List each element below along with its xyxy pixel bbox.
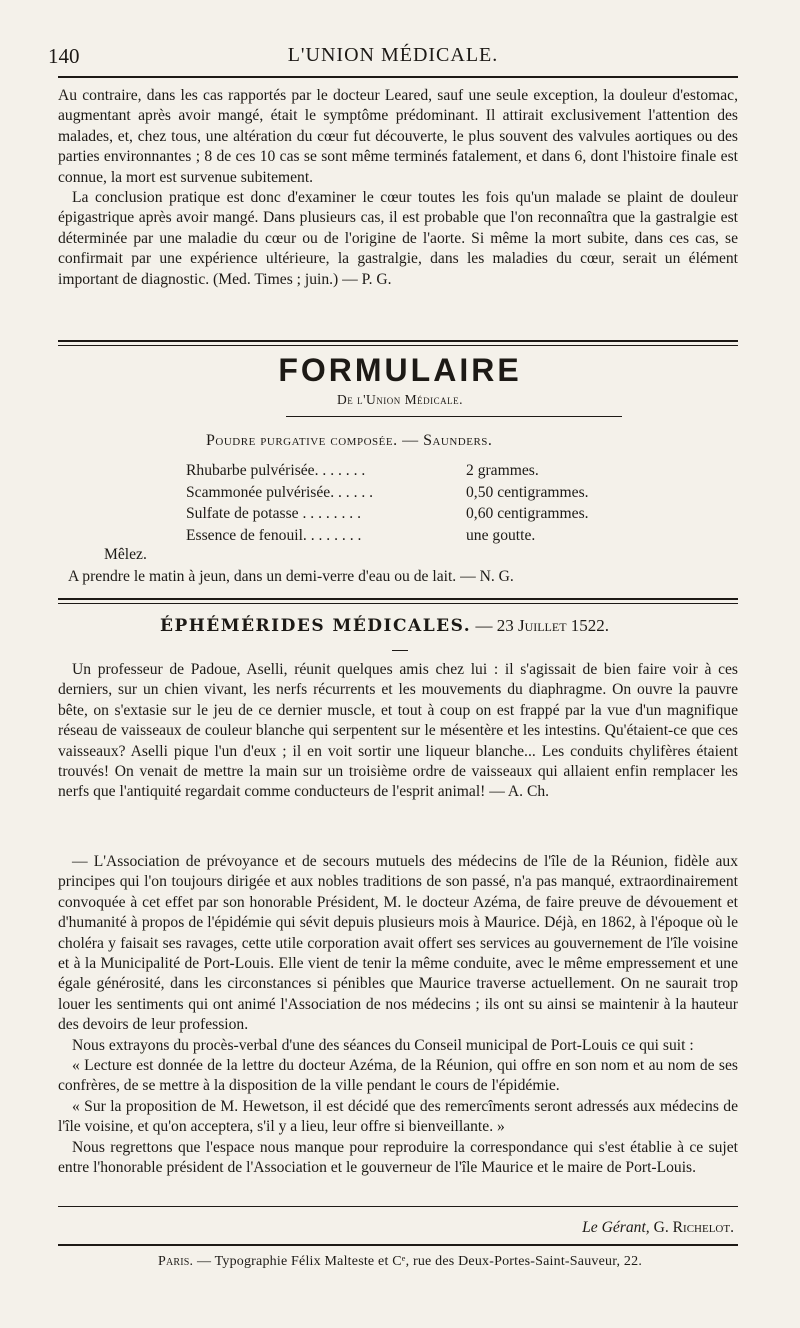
news-section xyxy=(58,852,738,1179)
ingredient-amount: 2 grammes. xyxy=(466,462,539,479)
signature-label: Le Gérant, xyxy=(582,1219,650,1236)
recipe-title: Poudre purgative composée. — Saunders. xyxy=(206,432,493,449)
section-rule xyxy=(58,345,738,346)
editor-signature xyxy=(582,1219,734,1237)
closing-rule xyxy=(58,1206,738,1207)
formulaire-title: FORMULAIRE xyxy=(278,352,522,388)
intro-paragraph: La conclusion pratique est donc d'examiner le cœur toutes les fois qu'un malade se plaint de douleur épigastrique après avoir mangé. Dans plusieurs cas, il est probable que l'on reconnaîtra que la gastralgie est déterminée par une maladie du cœur ou de l'origine de l'aorte. Si même la mort subite, dans ces cas, se confirmait par une expérience ultérieure, la gastralgie, dans les maladies du cœur, serait un élément important de diagnostic. (Med. Times ; juin.) — P. G. xyxy=(58,189,738,288)
subtitle-rule xyxy=(286,416,622,417)
footer-rule xyxy=(58,1244,738,1246)
ingredient-row xyxy=(186,462,589,484)
intro-paragraph: Au contraire, dans les cas rapportés par le docteur Leared, sauf une seule exception, la douleur d'estomac, augmentant après avoir mangé, était le symptôme prédominant. Il attirait exclusivement l'attention des malades, et, chez tous, une altération du cœur fut découverte, le plus souvent des valvules aortiques ou des parties environnantes ; 8 de ces 10 cas se sont même terminés fatalement, et dans 6, dont l'histoire finale est connue, la mort est survenue subitement. xyxy=(58,87,738,186)
news-paragraph: « Sur la proposition de M. Hewetson, il est décidé que des remercîments seront adressés aux médecins de l'île voisine, et qu'on acceptera, s'il y a lieu, leur offre si bienveillante. » xyxy=(58,1097,738,1136)
ingredient-list xyxy=(186,462,589,548)
section-rule xyxy=(58,598,738,600)
formulaire-subtitle: De l'Union Médicale. xyxy=(336,392,464,407)
intro-section xyxy=(58,86,738,290)
signature-name: G. Richelot. xyxy=(653,1219,734,1236)
short-divider xyxy=(392,650,408,651)
header-rule xyxy=(58,76,738,78)
ephemerides-paragraph: Un professeur de Padoue, Aselli, réunit quelques amis chez lui : il s'agissait de bien faire voir à ces derniers, sur un chien vivant, les nerfs récurrents et les mouvements du diaphragme. On ouvre la pauvre bête, on s'extasie sur le jeu de ce dernier muscle, et tout à coup on est frappé par la vue d'un magnifique réseau de vaisseaux de couleur blanche qui serpentent sur le mésentère et les intestins. Qu'étaient-ce que ces vaisseaux? Aselli pique l'un d'eux ; il en voit sortir une liqueur blanche... Les conduits chylifères étaient trouvés! On venait de mettre la main sur un troisième ordre de vaisseaux qui allaient enfin remplacer les nerfs que l'antiquité regardait comme conducteurs de l'esprit animal! — A. Ch. xyxy=(58,661,738,801)
ephemerides-section xyxy=(58,660,738,803)
ingredient-name: Sulfate de potasse . . . . . . . . xyxy=(186,505,361,522)
page-number: 140 xyxy=(48,44,80,68)
ingredient-amount: 0,60 centigrammes. xyxy=(466,505,589,522)
running-title: L'UNION MÉDICALE. xyxy=(287,44,499,66)
ingredient-row xyxy=(186,505,589,527)
ingredient-row xyxy=(186,527,589,549)
mix-instruction: Mêlez. xyxy=(104,546,147,563)
section-rule xyxy=(58,340,738,342)
ephemerides-heading xyxy=(160,616,609,636)
news-paragraph: Nous regrettons que l'espace nous manque pour reproduire la correspondance qui s'est établie à ce sujet entre l'honorable président de l'Association et le gouverneur de l'île Maurice et le maire de Port-Louis. xyxy=(58,1138,738,1177)
page-header xyxy=(48,40,738,72)
ephemerides-date: — 23 Juillet 1522. xyxy=(475,616,610,635)
ingredient-amount: 0,50 centigrammes. xyxy=(466,483,589,501)
imprint-city: Paris. xyxy=(157,1254,194,1269)
ingredient-name: Scammonée pulvérisée. . . . . . xyxy=(186,483,374,501)
ingredient-row xyxy=(186,484,589,506)
ingredient-name: Essence de fenouil. . . . . . . . xyxy=(186,526,362,544)
section-rule xyxy=(58,603,738,604)
ephemerides-title: ÉPHÉMÉRIDES MÉDICALES. xyxy=(160,616,472,636)
imprint-text: — Typographie Félix Malteste et Cᵉ, rue des Deux-Portes-Saint-Sauveur, 22. xyxy=(196,1254,643,1269)
news-paragraph: « Lecture est donnée de la lettre du docteur Azéma, de la Réunion, qui offre en son nom et au nom de ses confrères, de se mettre à la disposition de la ville pendant le cours de l'épidémie. xyxy=(58,1057,738,1095)
printer-imprint xyxy=(0,1254,800,1270)
news-paragraph: Nous extrayons du procès-verbal d'une des séances du Conseil municipal de Port-Louis ce qui suit : xyxy=(72,1036,694,1054)
ingredient-amount: une goutte. xyxy=(466,526,536,544)
news-paragraph: — L'Association de prévoyance et de secours mutuels des médecins de l'île de la Réunion, fidèle aux principes qui l'on toujours dirigée et aux nobles traditions de son passé, n'a pas manqué, extraordinairement convoquée à cet effet par son honorable Président, M. le docteur Azéma, de faire preuve de dévouement et d'humanité à propos de l'épidémie qui sévit depuis plusieurs mois à Maurice. Déjà, en 1862, à l'époque où le choléra y faisait ses ravages, cette utile corporation avait offert ses services au gouvernement de l'île voisine et à la Municipalité de Port-Louis. Elle vient de tenir la même conduite, avec le même empressement et une égale générosité, dans les circonstances si pénibles que Maurice traverse actuellement. On ne saurait trop louer les sentiments qui ont animé l'Association de nos médecins ; ils ont su ainsi se maintenir à la hauteur des devoirs de leur profession. xyxy=(58,853,738,1034)
ingredient-name: Rhubarbe pulvérisée. . . . . . . xyxy=(186,462,366,479)
dosage-instruction: A prendre le matin à jeun, dans un demi-verre d'eau ou de lait. — N. G. xyxy=(68,568,514,585)
